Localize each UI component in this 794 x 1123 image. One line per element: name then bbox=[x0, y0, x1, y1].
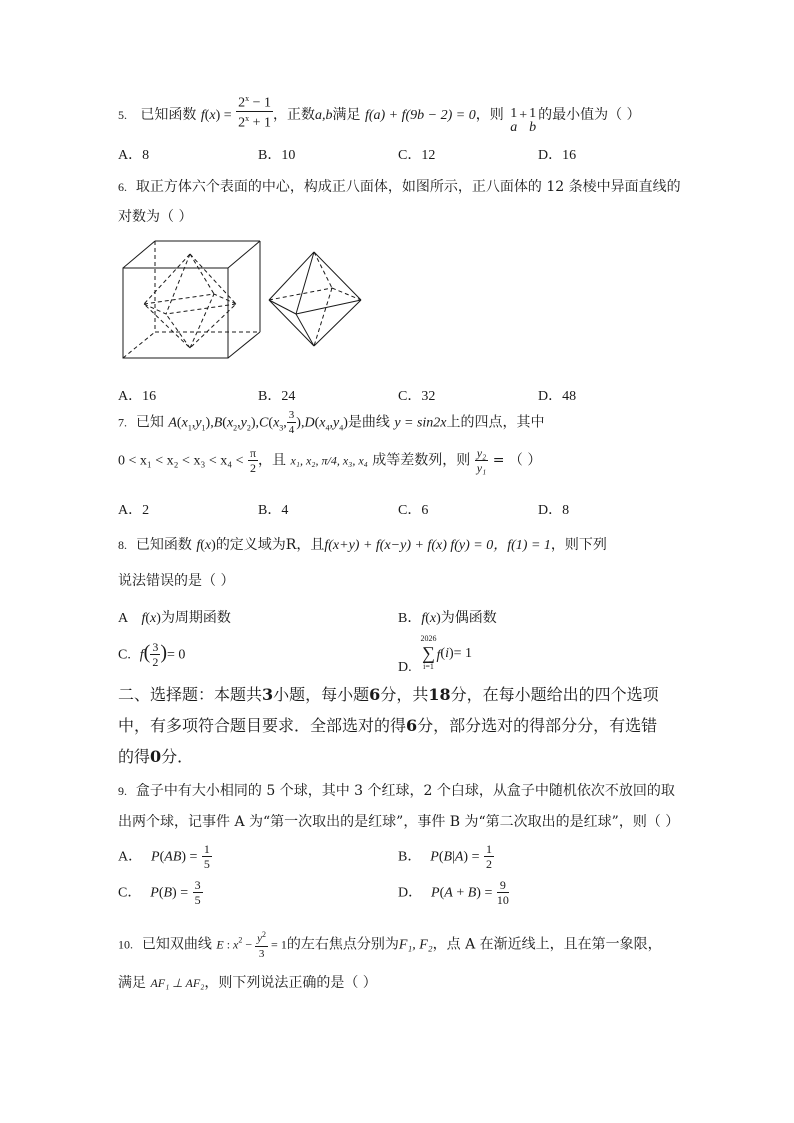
q6-line2: 对数为（ ） bbox=[118, 209, 193, 225]
q7-inequality: 0 < x₁ < x₂ < x₃ < x₄ < bbox=[118, 453, 244, 469]
q7-mid: 是曲线 bbox=[347, 414, 390, 431]
q6-option-a[interactable]: A．16 bbox=[118, 389, 157, 404]
q6-option-b[interactable]: B．24 bbox=[258, 389, 296, 404]
q7-option-a[interactable]: A．2 bbox=[118, 503, 150, 518]
q5-option-a[interactable]: A．8 bbox=[118, 148, 150, 163]
q10-lead: 已知双曲线 bbox=[141, 936, 212, 953]
q5-option-c[interactable]: C．12 bbox=[398, 148, 436, 163]
q5-function-fraction: $\frac{2^x - 1}{2^x + 1}$ bbox=[238, 94, 272, 131]
q9-option-c[interactable]: C． P(B) = $\frac{3}{5}$ bbox=[118, 878, 201, 907]
q7-tail: 上的四点，其中 bbox=[446, 414, 545, 431]
q9-line2: 出两个球，记事件 A 为“第一次取出的是红球”，事件 B 为“第二次取出的是红球”，则（ ） bbox=[118, 814, 680, 830]
q5-option-d[interactable]: D．16 bbox=[538, 148, 577, 163]
q5-mid2: 满足 bbox=[332, 107, 361, 124]
q10-foci: F₁, F₂ bbox=[398, 937, 433, 953]
q5-mid1: ，正数 bbox=[273, 107, 316, 124]
q7-and: ，且 bbox=[258, 452, 287, 469]
q7-seqtail: 成等差数列，则 bbox=[372, 452, 471, 469]
q5-mid3: ，则 bbox=[475, 107, 504, 124]
q10-line1: 10. 已知双曲线 E : $x^2$ − $\frac{y^2}{3}$ = 1的左右焦点分别为F₁, F₂，点 A 在渐近线上，且在第一象限， bbox=[118, 930, 662, 960]
q9-text1: 盒子中有大小相同的 5 个球，其中 3 个红球，2 个白球，从盒子中随机依次不放回的取 bbox=[135, 783, 675, 799]
q7-option-d[interactable]: D．8 bbox=[538, 503, 570, 518]
cube-front-face bbox=[123, 268, 228, 358]
q5-number: 5. bbox=[118, 108, 127, 123]
q6-text: 取正方体六个表面的中心，构成正八面体，如图所示，正八面体的 12 条棱中异面直线的 bbox=[135, 179, 681, 195]
q5-option-b[interactable]: B．10 bbox=[258, 148, 296, 163]
q8-sum-top: 2026 bbox=[420, 634, 437, 643]
q7-line2: 0 < x₁ < x₂ < x₃ < x₄ < $\frac{\pi}{2}$ ，且 x₁, x₂, π/4, x₃, x₄ 成等差数列，则 $\frac{\text{y₂}}{\text{y₁}}$ = （ ） bbox=[118, 446, 542, 475]
q9-line1 bbox=[118, 780, 675, 800]
q9-number: 9. bbox=[118, 784, 127, 798]
q6-number: 6. bbox=[118, 180, 127, 194]
q8-condition: f(x+y) + f(x−y) + f(x) f(y) = 0，f(1) = 1 bbox=[324, 538, 551, 553]
q7-curve: y = sin2x bbox=[394, 415, 447, 431]
q8-option-b-text: 为偶函数 bbox=[440, 610, 497, 626]
q5-tail: 的最小值为（ ） bbox=[538, 107, 641, 124]
q7-option-c[interactable]: C．6 bbox=[398, 503, 429, 518]
q8-option-c[interactable]: C. f( $\frac{3}{2}$ )= 0 bbox=[118, 640, 186, 669]
q9-option-d[interactable]: D． P(A + B) = $\frac{9}{10}$ bbox=[398, 878, 509, 907]
q10-number: 10. bbox=[118, 937, 133, 952]
q7-lead: 已知 bbox=[135, 414, 164, 431]
section2-line3: 的得0分． bbox=[118, 747, 194, 766]
q9-option-a[interactable]: A． P(AB) = $\frac{1}{5}$ bbox=[118, 842, 210, 871]
q5-target-fraction: 1 a bbox=[510, 106, 518, 136]
q6-line1 bbox=[118, 176, 681, 196]
q8-option-d-text: = 1 bbox=[453, 646, 473, 661]
q7-sequence: x₁, x₂, π/4, x₃, x₄ bbox=[290, 453, 368, 468]
q10-line2: 满足 AF₁ ⊥ AF₂，则下列说法正确的是（ ） bbox=[118, 975, 377, 991]
section2-line1: 二、选择题：本题共3小题，每小题6分，共18分，在每小题给出的四个选项 bbox=[118, 685, 659, 704]
q8-mid: 的定义域为R，且 bbox=[215, 537, 325, 553]
q10-mid: 的左右焦点分别为 bbox=[286, 936, 399, 953]
q5-ab: a,b bbox=[315, 108, 333, 124]
q8-option-c-text: = 0 bbox=[166, 647, 186, 663]
q8-option-d[interactable]: D. 2026 ∑ i=1 f(i)= 1 bbox=[398, 634, 473, 675]
q8-sum-bottom: i=1 bbox=[423, 662, 434, 671]
q8-option-b[interactable]: B．f(x)为偶函数 bbox=[398, 610, 497, 626]
q7-line1: 7. 已知 $A(x_1,y_1),B(x_2,y_2),C(x_3$, $\frac{3}{4}$ )$,D(x_4,y_4)$是曲线 y = sin2x上的四点，其中 bbox=[118, 409, 545, 436]
q5-condition: f(a) + f(9b − 2) = 0 bbox=[364, 108, 476, 124]
q10-tail: ，点 A 在渐近线上，且在第一象限， bbox=[432, 936, 662, 953]
octahedron bbox=[269, 252, 361, 346]
q8-tail: ，则下列 bbox=[550, 537, 607, 553]
q7-number: 7. bbox=[118, 415, 127, 430]
q9-option-b[interactable]: B． P(B|A) = $\frac{1}{2}$ bbox=[398, 842, 492, 871]
q8-line1: 8. 已知函数 f(x)的定义域为R，且f(x+y) + f(x−y) + f(x) f(y) = 0，f(1) = 1，则下列 bbox=[118, 537, 607, 553]
section2-line2: 中，有多项符合题目要求．全部选对的得6分，部分选对的得部分分，有选错 bbox=[118, 716, 658, 735]
q6-option-d[interactable]: D．48 bbox=[538, 389, 577, 404]
q5-stem: 5. 已知函数 f(x) = $\frac{2^x - 1}{2^x + 1}$ ，正数a,b满足 f(a) + f(9b − 2) = 0，则 1 a + 1 b 的最小值为（ ） bbox=[118, 94, 641, 136]
q8-option-a-text: 为周期函数 bbox=[160, 610, 231, 626]
q8-line2: 说法错误的是（ ） bbox=[118, 573, 235, 589]
q10-perp: AF₁ ⊥ AF₂ bbox=[150, 976, 205, 990]
q8-number: 8. bbox=[118, 538, 127, 552]
q6-option-c[interactable]: C．32 bbox=[398, 389, 436, 404]
q8-lead: 已知函数 bbox=[135, 537, 192, 553]
q7-eq: = （ ） bbox=[492, 452, 542, 469]
q8-option-a[interactable]: A f(x)为周期函数 bbox=[118, 610, 231, 626]
cube-octahedron-figure bbox=[118, 236, 378, 366]
q7-option-b[interactable]: B．4 bbox=[258, 503, 289, 518]
q5-lead: 已知函数 bbox=[140, 107, 197, 124]
